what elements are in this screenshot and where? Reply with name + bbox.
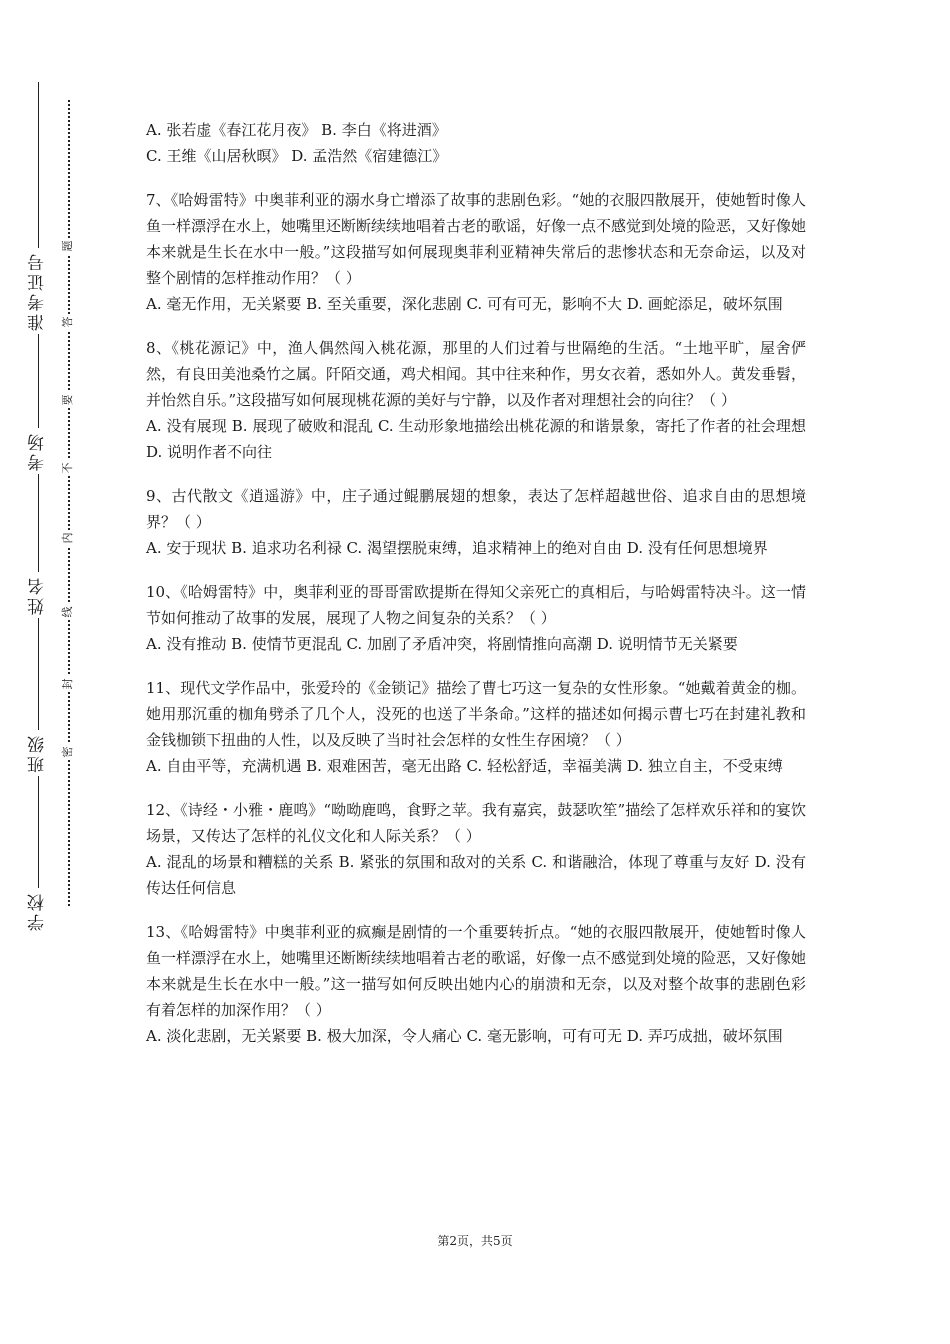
question-stem: 13、《哈姆雷特》中奥菲利亚的疯癫是剧情的一个重要转折点。“她的衣服四散展开，使她暂时像人鱼一样漂浮在水上，她嘴里还断断续续地唱着古老的歌谣，好像一点不感觉到处境的险恶，又好像她本来就是生长在水中一般。”这一描写如何反映出她内心的崩溃和无奈，以及对整个故事的悲剧色彩有着怎样的加深作用？（ ） xyxy=(146,923,807,1019)
seal-char: 内 xyxy=(60,530,76,546)
venue-label: 考场 xyxy=(20,428,56,474)
question-9 xyxy=(146,483,806,561)
binding-margin xyxy=(0,0,74,1344)
question-7 xyxy=(146,187,806,317)
page-footer: 第2页，共5页 xyxy=(437,1234,513,1248)
seal-char: 要 xyxy=(60,392,76,408)
name-label: 姓名 xyxy=(20,572,56,618)
question-stem: 12、《诗经・小雅・鹿鸣》“呦呦鹿鸣，食野之苹。我有嘉宾，鼓瑟吹笙”描绘了怎样欢乐祥和的宴饮场景，又传达了怎样的礼仪文化和人际关系？（ ） xyxy=(146,801,806,845)
question-10 xyxy=(146,579,806,657)
question-options: A. 没有展现 B. 展现了破败和混乱 C. 生动形象地描绘出桃花源的和谐景象，寄托了作者的社会理想 D. 说明作者不向往 xyxy=(146,417,806,461)
previous-question-options: C. 王维《山居秋暝》 D. 孟浩然《宿建德江》 xyxy=(146,147,448,165)
seal-char: 答 xyxy=(60,314,76,330)
seal-char: 密 xyxy=(60,744,76,760)
previous-question-options: A. 张若虚《春江花月夜》 B. 李白《将进酒》 xyxy=(146,121,447,139)
question-stem: 10、《哈姆雷特》中，奥菲利亚的哥哥雷欧提斯在得知父亲死亡的真相后，与哈姆雷特决斗。这一情节如何推动了故事的发展，展现了人物之间复杂的关系？（ ） xyxy=(146,583,806,627)
question-12 xyxy=(146,797,806,901)
question-11 xyxy=(146,675,806,779)
question-options: A. 自由平等，充满机遇 B. 艰难困苦，毫无出路 C. 轻松舒适，幸福美满 D. 独立自主，不受束缚 xyxy=(146,757,783,775)
question-13 xyxy=(146,919,806,1049)
seal-dotted-line xyxy=(68,100,70,906)
question-options: A. 没有推动 B. 使情节更混乱 C. 加剧了矛盾冲突，将剧情推向高潮 D. 说明情节无关紧要 xyxy=(146,635,738,653)
question-options: A. 毫无作用，无关紧要 B. 至关重要，深化悲剧 C. 可有可无，影响不大 D. 画蛇添足，破坏氛围 xyxy=(146,295,783,313)
exam-id-label: 准考证号 xyxy=(20,248,56,334)
seal-char: 不 xyxy=(60,460,76,476)
school-label: 学校 xyxy=(20,888,56,934)
class-label: 班级 xyxy=(20,730,56,776)
question-stem: 7、《哈姆雷特》中奥菲利亚的溺水身亡增添了故事的悲剧色彩。“她的衣服四散展开，使她暂时像人鱼一样漂浮在水上，她嘴里还断断续续地唱着古老的歌谣，好像一点不感觉到处境的险恶，又好像她本来就是生长在水中一般。”这段描写如何展现奥菲利亚精神失常后的悲惨状态和无奈命运，以及对整个剧情的怎样推动作用？（ ） xyxy=(146,191,807,287)
question-stem: 8、《桃花源记》中，渔人偶然闯入桃花源，那里的人们过着与世隔绝的生活。“土地平旷，屋舍俨然，有良田美池桑竹之属。阡陌交通，鸡犬相闻。其中往来种作，男女衣着，悉如外人。黄发垂髫，并怡然自乐。”这段描写如何展现桃花源的美好与宁静，以及作者对理想社会的向往？（ ） xyxy=(146,339,807,409)
question-options: A. 安于现状 B. 追求功名利禄 C. 渴望摆脱束缚，追求精神上的绝对自由 D. 没有任何思想境界 xyxy=(146,539,768,557)
question-options: A. 混乱的场景和糟糕的关系 B. 紧张的氛围和敌对的关系 C. 和谐融洽，体现了尊重与友好 D. 没有传达任何信息 xyxy=(146,853,806,897)
question-stem: 9、古代散文《逍遥游》中，庄子通过鲲鹏展翅的想象，表达了怎样超越世俗、追求自由的思想境界？（ ） xyxy=(146,487,806,531)
question-content xyxy=(146,117,806,1049)
seal-char: 题 xyxy=(60,238,76,254)
question-8 xyxy=(146,335,806,465)
seal-char: 封 xyxy=(60,676,76,692)
seal-char: 线 xyxy=(60,604,76,620)
question-stem: 11、现代文学作品中，张爱玲的《金锁记》描绘了曹七巧这一复杂的女性形象。“她戴着黄金的枷。她用那沉重的枷角劈杀了几个人，没死的也送了半条命。”这样的描述如何揭示曹七巧在封建礼教和金钱枷锁下扭曲的人性，以及反映了当时社会怎样的女性生存困境？（ ） xyxy=(146,679,806,749)
binding-solid-line xyxy=(38,82,39,930)
question-options: A. 淡化悲剧，无关紧要 B. 极大加深，令人痛心 C. 毫无影响，可有可无 D. 弄巧成拙，破坏氛围 xyxy=(146,1027,783,1045)
